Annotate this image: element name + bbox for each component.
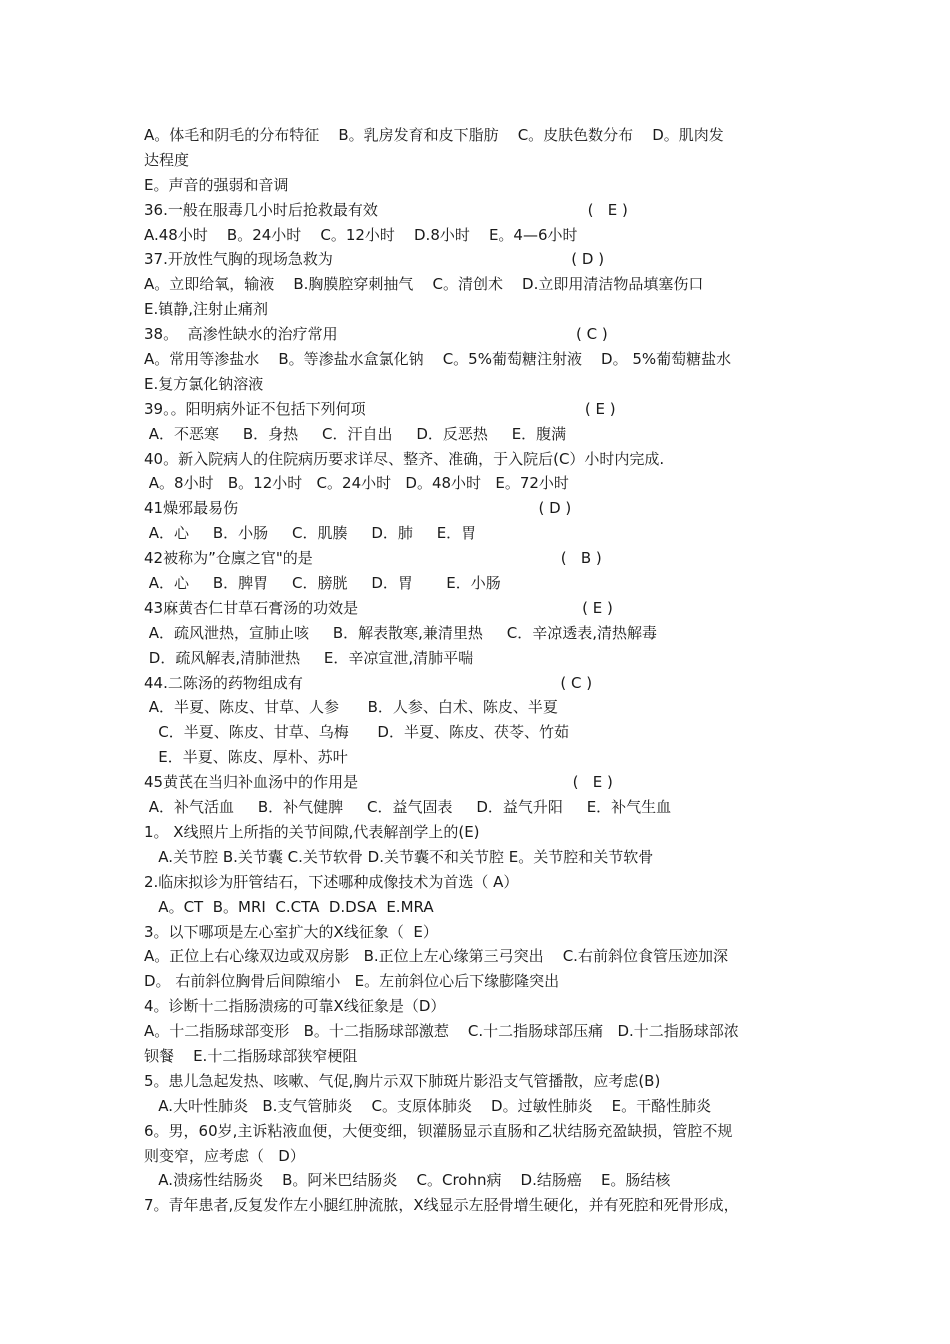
text-line: D。 右前斜位胸骨后间隙缩小 E。左前斜位心后下缘膨隆突出 — [144, 972, 560, 991]
text-line: 37.开放性气胸的现场急救为 ( D ) — [144, 250, 605, 269]
text-line: 43麻黄杏仁甘草石膏汤的功效是 ( E ) — [144, 598, 613, 617]
text-line: A。正位上右心缘双边或双房影 B.正位上左心缘第三弓突出 C.右前斜位食管压迹加深 — [144, 947, 728, 966]
text-line: 44.二陈汤的药物组成有 ( C ) — [144, 673, 593, 692]
text-line: A。体毛和阴毛的分布特征 B。乳房发育和皮下脂肪 C。皮肤色数分布 D。肌肉发 — [144, 126, 724, 144]
text-line: 1。 X线照片上所指的关节间隙,代表解剖学上的(E) — [144, 822, 480, 841]
text-line: A．心 B．小肠 C．肌腠 D．肺 E．胃 — [144, 524, 477, 543]
text-line: A。CT B。MRI C.CTA D.DSA E.MRA — [144, 897, 434, 916]
text-line: A。立即给氧，输液 B.胸膜腔穿刺抽气 C。清创术 D.立即用清洁物品填塞伤口 — [144, 275, 704, 294]
text-line: 42被称为”仓廪之官"的是 ( B ) — [144, 549, 602, 568]
text-line: E.复方氯化钠溶液 — [144, 374, 264, 393]
text-line: E．半夏、陈皮、厚朴、苏叶 — [144, 748, 348, 767]
text-line: 38。 高渗性缺水的治疗常用 ( C ) — [144, 325, 608, 344]
text-line: 45黄芪在当归补血汤中的作用是 ( E ) — [144, 773, 613, 792]
text-line: D．疏风解表,清肺泄热 E．辛凉宣泄,清肺平喘 — [144, 648, 474, 667]
text-line: A。8小时 B。12小时 C。24小时 D。48小时 E。72小时 — [144, 474, 569, 493]
text-line: C．半夏、陈皮、甘草、乌梅 D．半夏、陈皮、茯苓、竹茹 — [144, 723, 569, 742]
text-line: A．不恶寒 B．身热 C．汗自出 D．反恶热 E．腹满 — [144, 424, 567, 443]
text-line: A.大叶性肺炎 B.支气管肺炎 C。支原体肺炎 D。过敏性肺炎 E。干酪性肺炎 — [144, 1096, 712, 1115]
text-line: A.溃疡性结肠炎 B。阿米巴结肠炎 C。Crohn病 D.结肠癌 E。肠结核 — [144, 1171, 671, 1190]
text-line: 6。男，60岁,主诉粘液血便，大便变细，钡灌肠显示直肠和乙状结肠充盈缺损，管腔不规 — [144, 1121, 733, 1140]
text-line: 40。新入院病人的住院病历要求详尽、整齐、准确，于入院后(C）小时内完成. — [144, 449, 665, 468]
text-line: 2.临床拟诊为肝管结石，下述哪种成像技术为首选（ A） — [144, 872, 519, 891]
text-line: 达程度 — [144, 150, 190, 169]
text-line: 则变窄，应考虑（ D） — [144, 1146, 305, 1165]
text-line: A．半夏、陈皮、甘草、人参 B．人参、白术、陈皮、半夏 — [144, 698, 558, 717]
text-line: 41燥邪最易伤 ( D ) — [144, 499, 572, 518]
text-line: 5。患儿急起发热、咳嗽、气促,胸片示双下肺斑片影沿支气管播散，应考虑(B) — [144, 1071, 661, 1090]
text-line: A.48小时 B。24小时 C。12小时 D.8小时 E。4—6小时 — [144, 225, 578, 244]
text-line: A。常用等渗盐水 B。等渗盐水盒氯化钠 C。5%葡萄糖注射液 D。 5%葡萄糖盐水 — [144, 350, 732, 369]
text-line: E.镇静,注射止痛剂 — [144, 300, 269, 319]
text-line: A．心 B．脾胃 C．膀胱 D．胃 E．小肠 — [144, 574, 501, 593]
text-line: A.关节腔 B.关节囊 C.关节软骨 D.关节囊不和关节腔 E。关节腔和关节软骨 — [144, 847, 654, 866]
text-line: 39。。阳明病外证不包括下列何项 ( E ) — [144, 399, 616, 418]
text-line: 3。以下哪项是左心室扩大的X线征象（ E） — [144, 922, 438, 941]
document-body — [144, 123, 824, 1218]
text-line: A．补气活血 B．补气健脾 C．益气固表 D．益气升阳 E．补气生血 — [144, 798, 672, 817]
text-line: 36.一般在服毒几小时后抢救最有效 ( E ) — [144, 200, 628, 219]
text-line: E。声音的强弱和音调 — [144, 175, 289, 194]
text-line: A．疏风泄热，宣肺止咳 B．解表散寒,兼清里热 C．辛凉透表,清热解毒 — [144, 623, 658, 642]
text-line: 7。青年患者,反复发作左小腿红肿流脓，X线显示左胫骨增生硬化，并有死腔和死骨形成， — [144, 1196, 739, 1215]
text-line: 钡餐 E.十二指肠球部狭窄梗阻 — [144, 1046, 358, 1065]
text-line: A。十二指肠球部变形 B。十二指肠球部激惹 C.十二指肠球部压痛 D.十二指肠球部浓 — [144, 1022, 739, 1041]
text-line: 4。诊断十二指肠溃疡的可靠X线征象是（D） — [144, 997, 446, 1016]
